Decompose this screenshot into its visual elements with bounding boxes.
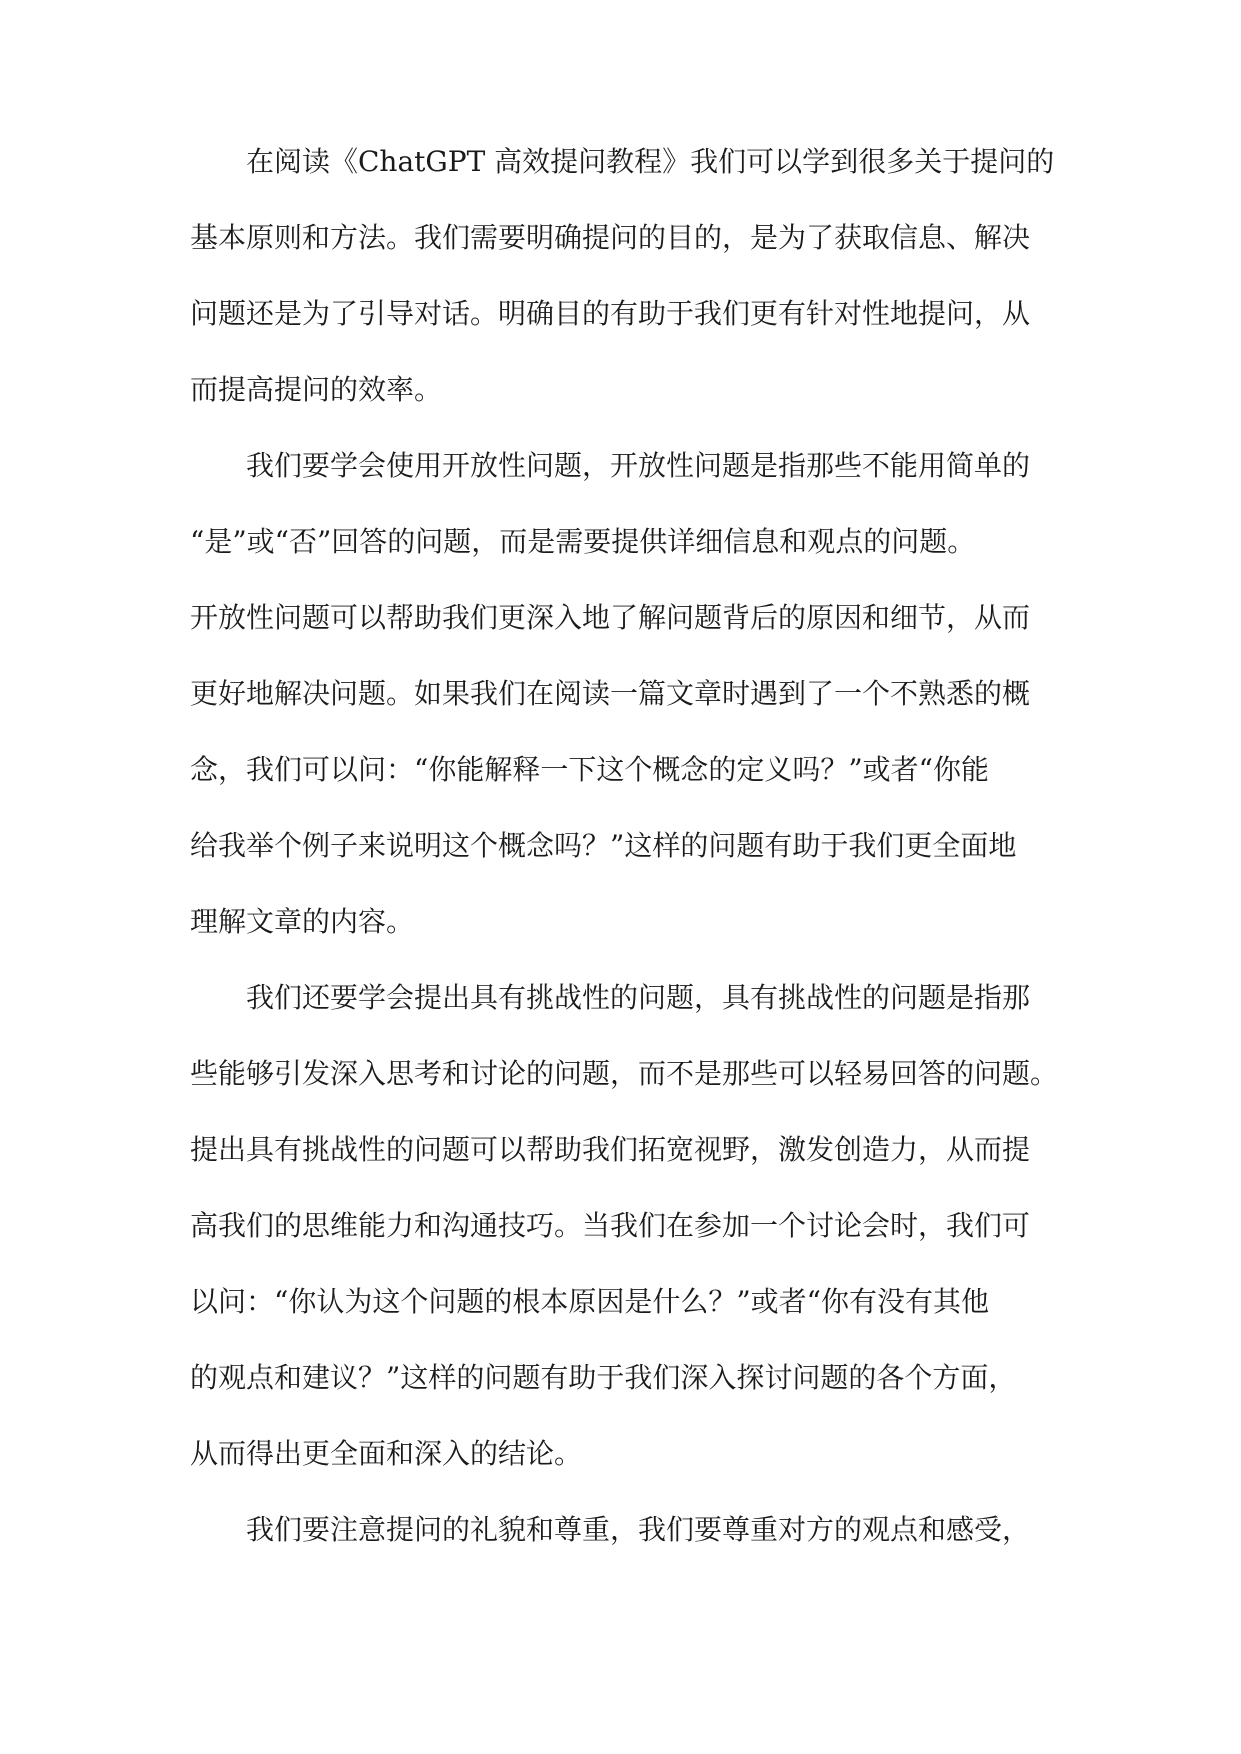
paragraph-2-line-4: 更好地解决问题。如果我们在阅读一篇文章时遇到了一个不熟悉的概 xyxy=(190,677,1031,710)
body-text xyxy=(190,142,1060,1586)
paragraph-2-line-6: 给我举个例子来说明这个概念吗？”这样的问题有助于我们更全面地 xyxy=(190,829,1017,862)
paragraph-2-line-3: 开放性问题可以帮助我们更深入地了解问题背后的原因和细节，从而 xyxy=(190,601,1031,634)
paragraph-3-line-3: 提出具有挑战性的问题可以帮助我们拓宽视野，激发创造力，从而提 xyxy=(190,1133,1031,1166)
paragraph-1-line-1: 在阅读《ChatGPT 高效提问教程》我们可以学到很多关于提问的 xyxy=(246,145,1055,178)
paragraph-3-line-1: 我们还要学会提出具有挑战性的问题，具有挑战性的问题是指那 xyxy=(246,981,1031,1014)
paragraph-1-line-2: 基本原则和方法。我们需要明确提问的目的，是为了获取信息、解决 xyxy=(190,221,1031,254)
paragraph-2-line-7: 理解文章的内容。 xyxy=(190,905,415,938)
paragraph-3-line-5: 以问：“你认为这个问题的根本原因是什么？”或者“你有没有其他 xyxy=(190,1285,989,1318)
paragraph-1-line-3: 问题还是为了引导对话。明确目的有助于我们更有针对性地提问，从 xyxy=(190,297,1031,330)
paragraph-2-line-5: 念，我们可以问：“你能解释一下这个概念的定义吗？”或者“你能 xyxy=(190,753,989,786)
paragraph-2-line-2: “是”或“否”回答的问题，而是需要提供详细信息和观点的问题。 xyxy=(190,525,976,558)
paragraph-2-line-1: 我们要学会使用开放性问题，开放性问题是指那些不能用简单的 xyxy=(246,449,1031,482)
paragraph-3-line-4: 高我们的思维能力和沟通技巧。当我们在参加一个讨论会时，我们可 xyxy=(190,1209,1031,1242)
paragraph-4-line-1: 我们要注意提问的礼貌和尊重，我们要尊重对方的观点和感受， xyxy=(246,1513,1031,1546)
paragraph-3-line-2: 些能够引发深入思考和讨论的问题，而不是那些可以轻易回答的问题。 xyxy=(190,1057,1059,1090)
paragraph-1-line-4: 而提高提问的效率。 xyxy=(190,373,443,406)
paragraph-3-line-7: 从而得出更全面和深入的结论。 xyxy=(190,1437,583,1470)
paragraph-3-line-6: 的观点和建议？”这样的问题有助于我们深入探讨问题的各个方面， xyxy=(190,1361,1017,1394)
